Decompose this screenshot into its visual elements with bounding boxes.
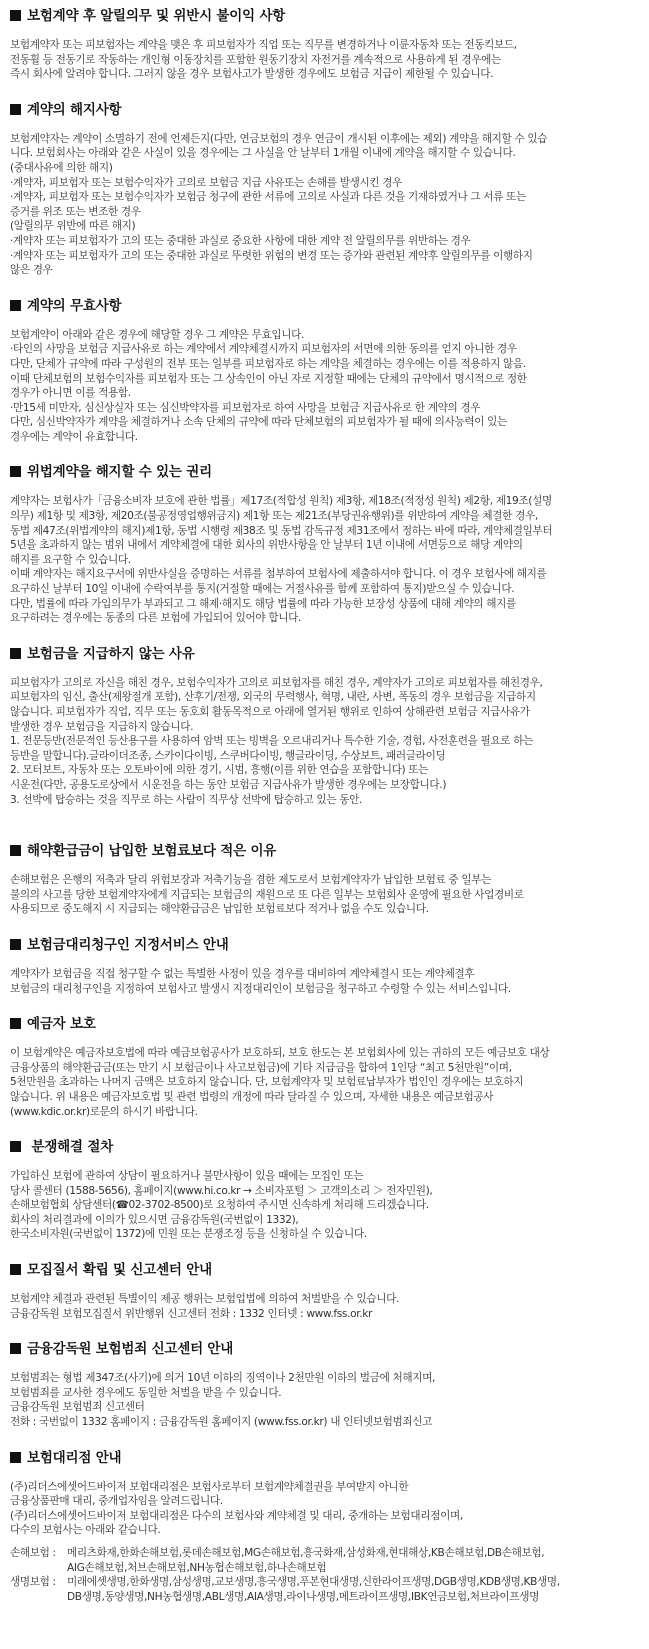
- section-heading: [10, 1014, 639, 1034]
- body-line: 이때 단체보험의 보험수익자를 피보험자 또는 그 상속인이 아닌 자로 지정할 때에는 단체의 규약에서 명시적으로 정한: [10, 372, 527, 385]
- life-insurers-row: [10, 1575, 639, 1604]
- body-line: ·계약자, 피보험자 또는 보험수익자가 보험금 청구에 관한 서류에 고의로 사실과 다른 것을 기재하였거나 그 서류 또는: [10, 191, 526, 204]
- body-line: 다만, 심신박약자가 계약을 체결하거나 소속 단체의 규약에 따라 단체보험의 피보험자가 될 때에 의사능력이 있는: [10, 416, 507, 429]
- square-bullet-icon: [10, 648, 21, 659]
- body-line: 않은 경우: [10, 264, 53, 277]
- body-line: 보험계약이 아래와 같은 경우에 해당할 경우 그 계약은 무효입니다.: [10, 328, 305, 341]
- body-line: 않습니다. 피보험자가 직업, 직무 또는 동호회 활동목적으로 아래에 열거된 행위로 인하여 상해관련 보험금 지급사유가: [10, 706, 530, 718]
- section-non-payment-reasons: [10, 644, 639, 807]
- body-line: 전동휠 등 전동기로 작동하는 개인형 이동장치를 포함한 원동기장치 자전거를 계속적으로 사용하게 된 경우에는: [10, 53, 501, 66]
- section-heading: [10, 100, 639, 120]
- body-line: 즉시 회사에 알려야 합니다. 그러지 않을 경우 보험사고가 발생한 경우에도 보험금 지급이 제한될 수 있습니다.: [10, 68, 494, 81]
- body-line: 가입하신 보험에 관하여 상담이 필요하거나 불만사항이 있을 때에는 모집인 또는: [10, 1170, 364, 1183]
- body-line: (www.kdic.or.kr)로문의 하시기 바랍니다.: [10, 1105, 198, 1118]
- section-heading: [10, 6, 639, 26]
- square-bullet-icon: [10, 845, 21, 856]
- body-line: ·타인의 사망을 보험금 지급사유로 하는 계약에서 계약체결시까지 피보험자의 서면에 의한 동의를 얻지 아니한 경우: [10, 343, 517, 356]
- body-line: 보험계약자 또는 피보험자는 계약을 맺은 후 피보험자가 직업 또는 직무를 변경하거나 이륜자동차 또는 전동킥보드,: [10, 39, 517, 51]
- body-line: (주)리더스에셋어드바이저 보험대리점은 보험사로부터 보험계약체결권을 부여받지 아니한: [10, 1480, 409, 1493]
- body-line: 손해보험은 은행의 저축과 달리 위험보장과 저축기능을 겸한 제도로서 보험계약자가 납입한 보험료 중 일부는: [10, 874, 491, 887]
- body-line: 동법 제47조(위법계약의 해지)제1항, 동법 시행령 제38조 및 동법 감독규정 제31조에서 정하는 바에 따라, 계약체결일부터: [10, 524, 553, 537]
- body-line: (중대사유에 의한 해지): [10, 161, 113, 174]
- section-contract-invalidity: [10, 296, 639, 445]
- body-line: 경우가 아니면 이를 적용함.: [10, 387, 131, 400]
- insurer-list-line: DB생명,동양생명,NH농협생명,ABL생명,AIA생명,라이나생명,메트라이프생명,IBK연금보험,처브라이프생명: [67, 1590, 539, 1603]
- section-heading: [10, 462, 639, 482]
- body-line: 보험금의 대리청구인을 지정하여 보험사고 발생시 지정대리인이 보험금을 청구하고 수령할 수 있는 서비스입니다.: [10, 982, 511, 995]
- section-insurance-fraud-center: [10, 1339, 639, 1429]
- section-title: 금융감독원 보험범죄 신고센터 안내: [27, 1341, 234, 1358]
- insurer-category-label: 손해보험 :: [10, 1547, 56, 1559]
- body-line: 요구하려는 경우에는 동종의 다른 보험에 가입되어 있어야 합니다.: [10, 612, 301, 625]
- body-line: 전화 : 국번없이 1332 홈페이지 : 금융감독원 홈페이지 (www.fss.or.kr) 내 인터넷보험범죄신고: [10, 1416, 433, 1429]
- body-line: 니다. 보험회사는 아래와 같은 사실이 있을 경우에는 그 사실을 안 날부터 1개월 이내에 계약을 해지할 수 있습니다.: [10, 147, 516, 160]
- section-title: 보험금대리청구인 지정서비스 안내: [27, 936, 229, 953]
- body-line: ·계약자 또는 피보험자가 고의 또는 중대한 과실로 뚜렷한 위험의 변경 또는 증가와 관련된 계약후 알릴의무를 이행하지: [10, 249, 533, 262]
- square-bullet-icon: [10, 1264, 21, 1275]
- body-line: 당사 콜센터 (1588-5656), 홈페이지(www.hi.co.kr → 소비자포털 ＞ 고객의소리 ＞ 전자민원),: [10, 1184, 433, 1197]
- body-line: ·계약자, 피보험자 또는 보험수익자가 고의로 보험금 지급 사유또는 손해를 발생시킨 경우: [10, 176, 403, 189]
- body-line: 다만, 법률에 따라 가입의무가 부과되고 그 해제·해지도 해당 법률에 따라 가능한 보장성 상품에 대해 계약의 해지를: [10, 597, 516, 610]
- body-line: 발생한 경우 보험금을 지급하지 않습니다.: [10, 720, 194, 733]
- body-line: 불의의 사고를 당한 보험계약자에게 지급되는 보험금의 재원으로 또 다른 일부는 보험회사 운영에 필요한 사업경비로: [10, 888, 524, 901]
- square-bullet-icon: [10, 466, 21, 477]
- body-line: 이때 계약자는 해지요구서에 위반사실을 증명하는 서류를 첨부하여 보험사에 제출하셔야 합니다. 이 경우 보험사에 해지를: [10, 568, 547, 581]
- body-line: 3. 선박에 탑승하는 것을 직무로 하는 사람이 직무상 선박에 탑승하고 있는 동안.: [10, 793, 363, 806]
- body-line: 의무) 제1항 및 제3항, 제20조(불공정영업행위금지) 제1항 또는 제21조(부당권유행위)를 위반하여 계약을 체결한 경우,: [10, 510, 538, 523]
- square-bullet-icon: [10, 104, 21, 115]
- body-line: 1. 전문등반(전문적인 등산용구를 사용하여 암벽 또는 빙벽을 오르내리거나 특수한 기술, 경험, 사전훈련을 필요로 하는: [10, 735, 533, 748]
- section-claim-agent-service: [10, 935, 639, 996]
- body-line: 다수의 보험사는 아래와 같습니다.: [10, 1524, 161, 1537]
- square-bullet-icon: [10, 300, 21, 311]
- body-line: 보험계약 체결과 관련된 특별이익 제공 행위는 보험업법에 의하여 처벌받을 수 있습니다.: [10, 1293, 399, 1306]
- body-line: 피보험자의 임신, 출산(제왕절개 포함), 산후기/전쟁, 외국의 무력행사, 혁명, 내란, 사변, 폭동의 경우 보험금을 지급하지: [10, 691, 536, 704]
- section-post-contract-notice: [10, 6, 639, 82]
- body-line: 이 보험계약은 예금자보호법에 따라 예금보험공사가 보호하되, 보호 한도는 본 보험회사에 있는 귀하의 모든 예금보호 대상: [10, 1047, 550, 1060]
- body-line: 않습니다. 위 내용은 예금자보호법 및 관련 법령의 개정에 따라 달라질 수 있으며, 자세한 내용은 예금보험공사: [10, 1090, 494, 1103]
- insurer-list: [67, 1575, 639, 1604]
- body-line: 금융감독원 보험모집질서 위반행위 신고센터 전화 : 1332 인터넷 : www.fss.or.kr: [10, 1307, 373, 1320]
- section-heading: [10, 1448, 639, 1468]
- body-line: 사용되므로 중도해지 시 지급되는 해약환급금은 납입한 보험료보다 적거나 없을 수도 있습니다.: [10, 903, 429, 916]
- body-line: 경우에는 계약이 유효합니다.: [10, 430, 138, 443]
- body-line: 해지를 요구할 수 있습니다.: [10, 553, 131, 566]
- body-line: 계약자는 보험사가「금융소비자 보호에 관한 법률」제17조(적합성 원칙) 제3항, 제18조(적정성 원칙) 제2항, 제19조(설명: [10, 495, 552, 508]
- section-heading: [10, 1260, 639, 1280]
- body-line: 시운전(다만, 공용도로상에서 시운전을 하는 동안 보험금 지급사유가 발생한 경우에는 보장합니다.): [10, 778, 447, 791]
- square-bullet-icon: [10, 1343, 21, 1354]
- section-title: 보험대리점 안내: [27, 1449, 122, 1466]
- non-life-insurers-row: [10, 1546, 639, 1575]
- body-line: 계약자가 보험금을 직접 청구할 수 없는 특별한 사정이 있을 경우를 대비하여 계약체결시 또는 계약체결후: [10, 967, 475, 980]
- section-title: 예금자 보호: [27, 1016, 96, 1033]
- body-line: 다만, 단체가 규약에 따라 구성원의 전부 또는 일부를 피보험자로 하는 계약을 체결하는 경우에는 이를 적용하지 않음.: [10, 357, 526, 370]
- section-heading: [10, 296, 639, 316]
- body-line: ·만15세 미만자, 심신상실자 또는 심신박약자를 피보험자로 하여 사망을 보험금 지급사유로 한 계약의 경우: [10, 401, 481, 414]
- section-title: 계약의 무효사항: [27, 297, 122, 314]
- body-line: 보험범죄는 형법 제347조(사기)에 의거 10년 이하의 징역이나 2천만원 이하의 벌금에 처해지며,: [10, 1372, 436, 1385]
- section-heading: [10, 1137, 639, 1157]
- body-line: ·계약자 또는 피보험자가 고의 또는 중대한 과실로 중요한 사항에 대한 계약 전 알릴의무를 위반하는 경우: [10, 234, 471, 247]
- body-line: 회사의 처리결과에 이의가 있으시면 금융감독원(국번없이 1332),: [10, 1213, 299, 1226]
- body-line: (알릴의무 위반에 따른 해지): [10, 220, 136, 233]
- body-line: 보험범죄를 교사한 경우에도 동일한 처벌을 받을 수 있습니다.: [10, 1386, 282, 1399]
- section-title: 보험금을 지급하지 않는 사유: [27, 645, 195, 662]
- section-title: 보험계약 후 알릴의무 및 위반시 불이익 사항: [27, 8, 286, 24]
- section-heading: [10, 935, 639, 955]
- section-dispute-resolution: [10, 1137, 639, 1242]
- body-line: 요구하신 날부터 10일 이내에 수락여부를 통지(거절할 때에는 거절사유를 함께 포함하여 통지)받으실 수 있습니다.: [10, 583, 515, 596]
- section-solicitation-order-center: [10, 1260, 639, 1321]
- body-line: 2. 모터보트, 자동차 또는 오토바이에 의한 경기, 시범, 흥행(이를 위한 연습을 포함합니다) 또는: [10, 764, 429, 777]
- square-bullet-icon: [10, 939, 21, 950]
- square-bullet-icon: [10, 1452, 21, 1463]
- section-heading: [10, 841, 639, 861]
- section-depositor-protection: [10, 1014, 639, 1119]
- section-title: 분쟁해결 절차: [27, 1139, 114, 1156]
- body-line: 금융상품의 해약환급금(또는 만기 시 보험금이나 사고보험금)에 기타 지급금을 합하여 1인당 “최고 5천만원”이며,: [10, 1061, 512, 1074]
- square-bullet-icon: [10, 10, 21, 21]
- section-contract-termination: [10, 100, 639, 278]
- section-title: 위법계약을 해지할 수 있는 권리: [27, 464, 212, 481]
- insurer-list-line: 미래에셋생명,한화생명,삼성생명,교보생명,흥국생명,푸본현대생명,신한라이프생명,DGB생명,KDB생명,KB생명,: [67, 1576, 560, 1589]
- insurer-list: [67, 1546, 639, 1575]
- insurer-list-line: 메리츠화재,한화손해보험,롯데손해보험,MG손해보험,흥국화재,삼성화재,현대해상,KB손해보험,DB손해보험,: [67, 1547, 545, 1559]
- section-insurance-agency: [10, 1448, 639, 1538]
- body-line: 피보험자가 고의로 자신을 해친 경우, 보험수익자가 고의로 피보험자를 해친 경우, 계약자가 고의로 피보험자를 해친경우,: [10, 676, 543, 689]
- body-line: 한국소비자원(국번없이 1372)에 민원 또는 분쟁조정 등을 신청하실 수 있습니다.: [10, 1228, 367, 1241]
- body-line: 증거를 위조 또는 변조한 경우: [10, 205, 141, 218]
- section-title: 계약의 해지사항: [27, 101, 122, 118]
- insurer-category-label: 생명보험 :: [10, 1576, 56, 1589]
- square-bullet-icon: [10, 1018, 21, 1029]
- body-line: 5천만원을 초과하는 나머지 금액은 보호하지 않습니다. 단, 보험계약자 및 보험료납부자가 법인인 경우에는 보호하지: [10, 1076, 524, 1089]
- body-line: 금융감독원 보험범죄 신고센터: [10, 1401, 145, 1414]
- insurer-list-line: AIG손해보험,처브손해보험,NH농협손해보험,하나손해보험: [67, 1561, 327, 1574]
- section-title: 모집질서 확립 및 신고센터 안내: [27, 1262, 212, 1279]
- body-line: 보험계약자는 계약이 소멸하기 전에 언제든지(다만, 연금보험의 경우 연금이 개시된 이후에는 제외) 계약을 해지할 수 있습: [10, 132, 548, 145]
- section-heading: [10, 644, 639, 664]
- section-surrender-value-reason: [10, 841, 639, 917]
- section-heading: [10, 1339, 639, 1359]
- body-line: (주)리더스에셋어드바이저 보험대리점은 다수의 보험사와 계약체결 및 대리, 중개하는 보험대리점이며,: [10, 1509, 463, 1522]
- body-line: 등반을 말합니다).글라이더조종, 스카이다이빙, 스쿠버다이빙, 행글라이딩, 수상보트, 패러글라이딩: [10, 749, 446, 762]
- section-title: 해약환급금이 납입한 보험료보다 적은 이유: [27, 843, 277, 860]
- section-illegal-contract-rights: [10, 462, 639, 625]
- body-line: 금융상품판매 대리, 중개업자임을 알려드립니다.: [10, 1495, 223, 1508]
- body-line: 5년을 초과하지 않는 범위 내에서 계약체결에 대한 회사의 위반사항을 안 날부터 1년 이내에 서면등으로 해당 계약의: [10, 539, 523, 552]
- body-line: 손해보험협회 상담센터(☎02-3702-8500)로 요청하여 주시면 신속하게 처리해 드리겠습니다.: [10, 1199, 429, 1212]
- square-bullet-icon: [10, 1141, 21, 1152]
